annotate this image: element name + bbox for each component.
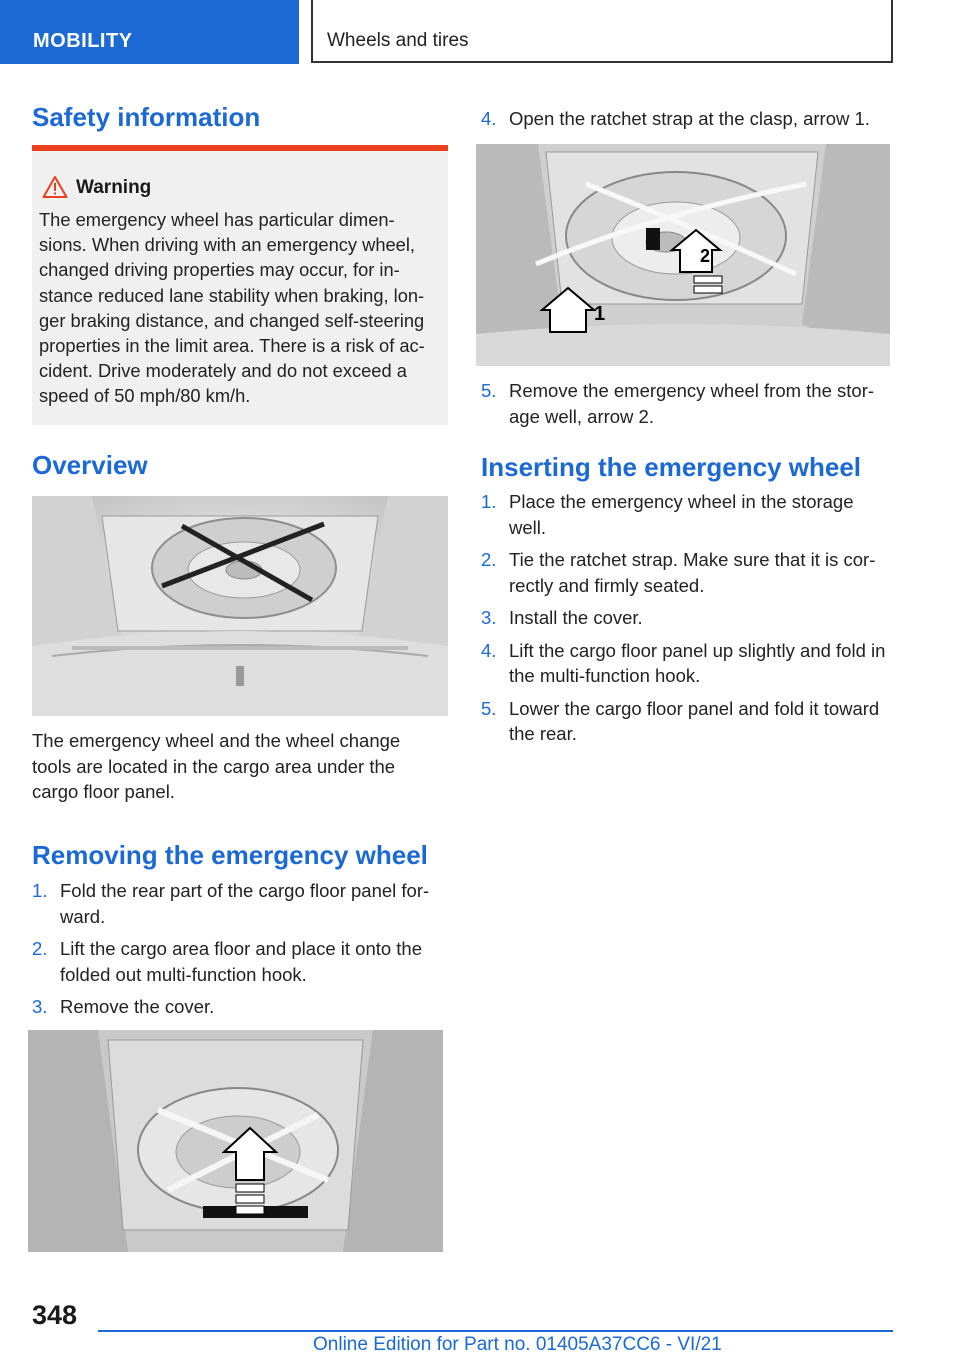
list-item: 4. Lift the cargo floor panel up slightly and fold in the multi-function hook.: [481, 639, 886, 686]
arrow-1-label: 1: [594, 303, 606, 325]
removing-steps-continued: [481, 106, 893, 132]
warning-text: The emergency wheel has particular dimen- sions. When driving with an emergency wheel, changed driving properties may occur, for in- stance reduced lane stability when braking, lon- ger braking distance, and changed self-steering properties in the limit area. There is a risk of ac- cident. Drive moderately and do not exceed a speed of 50 mph/80 km/h.: [39, 209, 425, 407]
removing-steps-list: [32, 878, 444, 1020]
list-item: 5. Remove the emergency wheel from the stor- age well, arrow 2.: [481, 380, 875, 427]
edition-text: Online Edition for Part no. 01405A37CC6 - VI/21: [313, 1334, 722, 1355]
safety-heading: Safety information: [32, 102, 261, 132]
section-tab: [0, 0, 299, 64]
inserting-heading: Inserting the emergency wheel: [481, 452, 862, 482]
overview-heading: Overview: [32, 450, 148, 480]
footer-divider: [98, 1330, 893, 1332]
inserting-steps-list: [481, 489, 893, 747]
list-item: 5. Lower the cargo floor panel and fold it toward the rear.: [481, 697, 880, 744]
warning-title: Warning: [76, 177, 152, 198]
chapter-tab: [311, 0, 893, 63]
warning-box: [32, 145, 448, 425]
list-item: 3. Install the cover.: [481, 607, 643, 628]
list-item: 2. Lift the cargo area floor and place it onto the folded out multi-function hook.: [32, 938, 423, 985]
list-item: 1. Place the emergency wheel in the storage well.: [481, 491, 854, 538]
list-item: 4. Open the ratchet strap at the clasp, arrow 1.: [481, 108, 870, 129]
removing-heading: Removing the emergency wheel: [32, 840, 428, 870]
ratchet-strap-illustration: [476, 144, 890, 366]
removing-steps-continued-2: [481, 378, 893, 429]
cargo-overview-illustration: [32, 496, 448, 716]
overview-text: The emergency wheel and the wheel change tools are located in the cargo area under the cargo floor panel.: [32, 730, 401, 802]
list-item: 1. Fold the rear part of the cargo floor panel for- ward.: [32, 880, 430, 927]
warning-triangle-icon: [42, 175, 68, 199]
chapter-label: Wheels and tires: [327, 30, 469, 51]
cover-removal-illustration: [28, 1030, 443, 1252]
list-item: 3. Remove the cover.: [32, 996, 215, 1017]
page-number: 348: [32, 1300, 78, 1330]
arrow-2-label: 2: [700, 246, 711, 266]
section-label: MOBILITY: [33, 30, 133, 52]
list-item: 2. Tie the ratchet strap. Make sure that it is cor- rectly and firmly seated.: [481, 549, 876, 596]
